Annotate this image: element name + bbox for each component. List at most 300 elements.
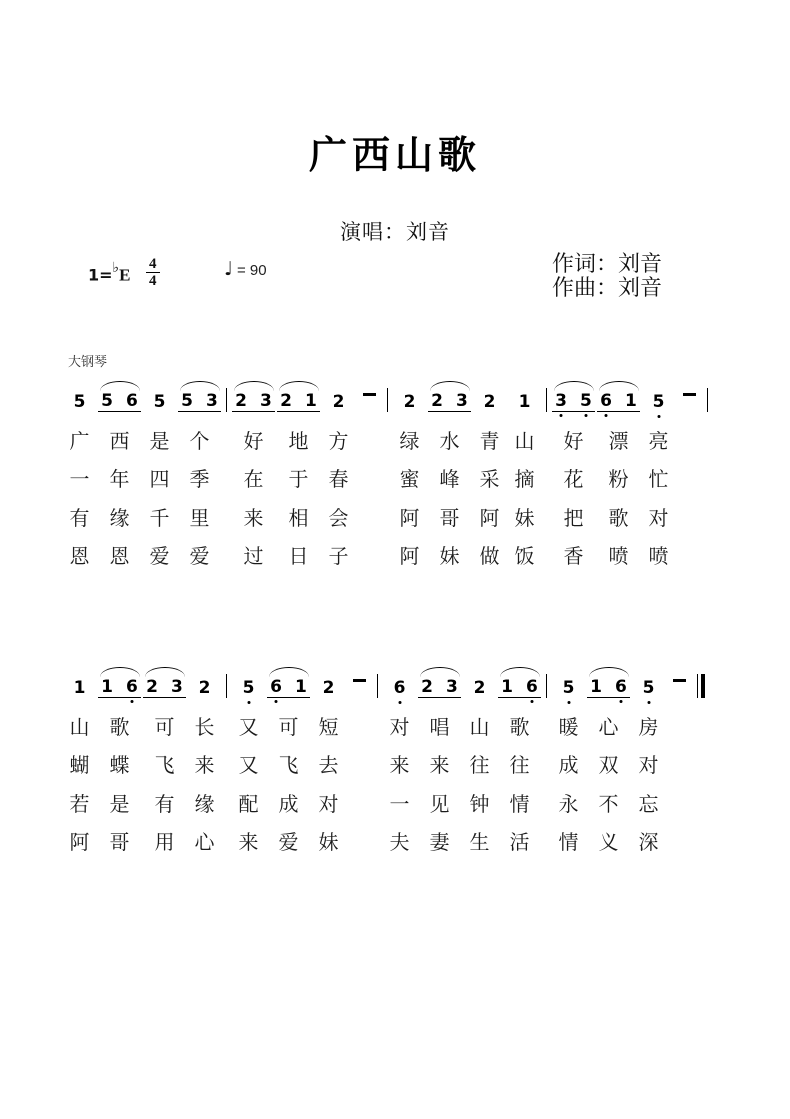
note-area <box>177 374 222 420</box>
lyric-syllable: 对 <box>389 716 410 739</box>
lyric-syllable: 里 <box>189 507 210 530</box>
lyric-syllable: 往 <box>469 755 490 778</box>
note-digit: 1 <box>295 677 307 697</box>
lyric-syllable: 缘 <box>194 793 215 816</box>
slur-arc-icon <box>500 667 540 677</box>
low-octave-dot-icon <box>560 414 563 417</box>
measure-barline <box>373 660 382 706</box>
note-digit: 1 <box>590 677 602 697</box>
note-digits <box>330 393 348 412</box>
note-area <box>427 374 472 420</box>
note-column <box>177 374 222 574</box>
sustain-dash-column <box>346 660 373 706</box>
lyric-syllable: 去 <box>318 755 339 778</box>
lyric-syllable: 有 <box>154 793 175 816</box>
performer-credit: 演唱：刘音 <box>340 220 450 244</box>
lyric-syllable: 香 <box>563 546 584 569</box>
note-digits <box>498 678 541 698</box>
barline-area <box>222 660 231 706</box>
note-digit: 6 <box>526 678 538 697</box>
lyric-syllable: 喷 <box>648 546 669 569</box>
note-column <box>427 374 472 574</box>
note-column <box>417 660 462 860</box>
lyricist-credit: 作词：刘音 <box>552 251 663 276</box>
note-digits <box>471 679 489 698</box>
lyric-syllable: 是 <box>149 430 170 453</box>
note-digits <box>391 679 409 698</box>
note-column <box>311 660 346 860</box>
dash-area <box>356 374 383 420</box>
barline-area <box>703 374 712 420</box>
barline-area <box>373 660 382 706</box>
slur-arc-icon <box>100 381 140 391</box>
lyric-syllable: 对 <box>648 507 669 530</box>
low-octave-dot-icon <box>647 701 650 704</box>
note-digit: 2 <box>146 677 158 697</box>
note-column <box>631 660 666 860</box>
lyric-syllable: 季 <box>189 469 210 492</box>
note-column <box>142 660 187 860</box>
note-area <box>596 374 641 420</box>
note-digit: 3 <box>206 391 218 411</box>
lyric-syllable: 山 <box>69 716 90 739</box>
note-area <box>187 660 222 706</box>
measure-barline <box>703 374 712 420</box>
lyric-syllable: 在 <box>243 469 264 492</box>
note-digit: 1 <box>501 677 513 697</box>
note-area <box>97 374 142 420</box>
note-area <box>551 660 586 706</box>
lyric-syllable: 见 <box>429 793 450 816</box>
lyric-syllable: 好 <box>563 430 584 453</box>
note-column <box>97 660 142 860</box>
slur-arc-icon <box>554 381 594 391</box>
composer-credit: 作曲：刘音 <box>552 275 663 300</box>
note-digit: 6 <box>600 392 612 411</box>
tempo-value: = 90 <box>236 262 267 279</box>
note-digit: 6 <box>615 678 627 697</box>
barline-area <box>222 374 231 420</box>
note-area <box>142 374 177 420</box>
dash-area <box>346 660 373 706</box>
credits-block <box>552 252 662 300</box>
note-digits <box>640 679 658 698</box>
lyric-syllable: 漂 <box>608 430 629 453</box>
note-digits <box>196 679 214 698</box>
lyric-syllable: 西 <box>109 430 130 453</box>
quarter-note-icon: ♩ <box>224 258 233 280</box>
slur-arc-icon <box>145 667 185 677</box>
low-octave-dot-icon <box>584 414 587 417</box>
note-column <box>142 374 177 574</box>
barline <box>546 388 548 412</box>
lyric-syllable: 永 <box>558 793 579 816</box>
lyric-syllable: 若 <box>69 793 90 816</box>
note-digit: 3 <box>260 391 272 411</box>
note-digits <box>320 679 338 698</box>
notation-system-2 <box>62 660 742 860</box>
note-area <box>631 660 666 706</box>
note-digit: 5 <box>181 391 193 411</box>
note-area <box>276 374 321 420</box>
lyric-syllable: 妹 <box>318 832 339 855</box>
lyric-syllable: 于 <box>288 469 309 492</box>
lyric-syllable: 来 <box>243 507 264 530</box>
slur-arc-icon <box>279 381 319 391</box>
note-area <box>142 660 187 706</box>
note-column <box>462 660 497 860</box>
final-bar-thick-line <box>701 674 706 698</box>
lyric-syllable: 蝶 <box>109 755 130 778</box>
note-column <box>507 374 542 574</box>
note-digits <box>552 392 595 412</box>
lyric-syllable: 对 <box>318 793 339 816</box>
note-digit: 2 <box>198 678 211 698</box>
note-column <box>231 374 276 574</box>
lyric-syllable: 成 <box>278 793 299 816</box>
lyric-syllable: 妹 <box>439 546 460 569</box>
note-digits <box>428 392 471 412</box>
note-area <box>266 660 311 706</box>
low-octave-dot-icon <box>619 700 622 703</box>
note-digit: 2 <box>421 677 433 697</box>
lyric-syllable: 一 <box>389 793 410 816</box>
lyric-syllable: 又 <box>238 755 259 778</box>
lyric-syllable: 来 <box>194 755 215 778</box>
note-digit: 2 <box>332 392 345 412</box>
note-area <box>586 660 631 706</box>
note-column <box>551 660 586 860</box>
note-digit: 6 <box>394 679 406 698</box>
note-digits <box>98 678 141 698</box>
lyric-syllable: 过 <box>243 546 264 569</box>
lyric-syllable: 用 <box>154 832 175 855</box>
note-column <box>62 660 97 860</box>
lyric-syllable: 妻 <box>429 832 450 855</box>
note-digit: 2 <box>322 678 335 698</box>
note-digit: 6 <box>270 678 282 697</box>
note-digit: 2 <box>483 392 496 412</box>
lyric-syllable: 花 <box>563 469 584 492</box>
barline <box>226 388 228 412</box>
lyric-syllable: 阿 <box>399 507 420 530</box>
note-digit: 2 <box>235 391 247 411</box>
final-barline <box>693 660 709 706</box>
note-digits <box>143 678 186 698</box>
lyric-syllable: 暖 <box>558 716 579 739</box>
note-column <box>187 660 222 860</box>
note-digit: 6 <box>126 678 138 697</box>
note-area <box>321 374 356 420</box>
lyric-syllable: 山 <box>514 430 535 453</box>
note-area <box>417 660 462 706</box>
note-digit: 3 <box>456 391 468 411</box>
note-area <box>382 660 417 706</box>
notation-system-1 <box>62 374 742 574</box>
lyric-syllable: 夫 <box>389 832 410 855</box>
sustain-dash-column <box>356 374 383 420</box>
measure-barline <box>542 374 551 420</box>
sustain-dash-column <box>676 374 703 420</box>
note-digit: 3 <box>446 677 458 697</box>
lyric-syllable: 饭 <box>514 546 535 569</box>
sustain-dash-icon <box>683 393 696 396</box>
score-title: 广西山歌 <box>308 135 481 177</box>
lyric-syllable: 成 <box>558 755 579 778</box>
note-digits <box>560 679 578 698</box>
lyric-syllable: 对 <box>638 755 659 778</box>
barline <box>387 388 389 412</box>
lyric-syllable: 哥 <box>109 832 130 855</box>
note-digit: 5 <box>153 392 166 412</box>
lyric-syllable: 飞 <box>278 755 299 778</box>
lyric-syllable: 来 <box>389 755 410 778</box>
note-column <box>472 374 507 574</box>
barline <box>546 674 548 698</box>
lyric-syllable: 往 <box>509 755 530 778</box>
measure-barline <box>222 660 231 706</box>
lyric-syllable: 心 <box>598 716 619 739</box>
lyric-syllable: 喷 <box>608 546 629 569</box>
note-digits <box>401 393 419 412</box>
note-digit: 5 <box>580 392 592 411</box>
note-column <box>497 660 542 860</box>
lyric-syllable: 活 <box>509 832 530 855</box>
lyric-syllable: 青 <box>479 430 500 453</box>
final-barline-area <box>693 660 709 706</box>
low-octave-dot-icon <box>657 415 660 418</box>
lyric-syllable: 做 <box>479 546 500 569</box>
lyric-syllable: 山 <box>469 716 490 739</box>
sustain-dash-column <box>666 660 693 706</box>
low-octave-dot-icon <box>605 414 608 417</box>
lyric-syllable: 可 <box>278 716 299 739</box>
lyric-syllable: 唱 <box>429 716 450 739</box>
barline <box>377 674 379 698</box>
note-digits <box>240 679 258 698</box>
lyric-syllable: 忘 <box>638 793 659 816</box>
measure-barline <box>383 374 392 420</box>
lyric-syllable: 采 <box>479 469 500 492</box>
measure-barline <box>222 374 231 420</box>
note-digit: 5 <box>653 393 665 412</box>
lyric-syllable: 缘 <box>109 507 130 530</box>
note-digits <box>151 393 169 412</box>
lyric-syllable: 不 <box>598 793 619 816</box>
lyric-syllable: 又 <box>238 716 259 739</box>
instrument-label: 大钢琴 <box>68 354 108 369</box>
note-digit: 5 <box>243 679 255 698</box>
time-signature-numerator: 4 <box>146 256 160 273</box>
measure-barline <box>542 660 551 706</box>
note-column <box>266 660 311 860</box>
lyric-syllable: 蝴 <box>69 755 90 778</box>
lyric-syllable: 恩 <box>69 546 90 569</box>
slur-arc-icon <box>234 381 274 391</box>
lyric-syllable: 亮 <box>648 430 669 453</box>
note-digit: 1 <box>101 677 113 697</box>
lyric-syllable: 义 <box>598 832 619 855</box>
lyric-syllable: 歌 <box>109 716 130 739</box>
note-area <box>497 660 542 706</box>
sustain-dash-icon <box>363 393 376 396</box>
note-digits <box>178 392 221 412</box>
lyric-syllable: 生 <box>469 832 490 855</box>
sustain-dash-icon <box>353 679 366 682</box>
key-note: E <box>119 265 131 285</box>
note-digits <box>98 392 141 412</box>
note-digit: 1 <box>518 392 531 412</box>
low-octave-dot-icon <box>247 701 250 704</box>
dash-area <box>676 374 703 420</box>
lyric-syllable: 有 <box>69 507 90 530</box>
note-digits <box>71 679 89 698</box>
lyric-syllable: 深 <box>638 832 659 855</box>
slur-arc-icon <box>269 667 309 677</box>
note-digit: 2 <box>403 392 416 412</box>
lyric-syllable: 春 <box>328 469 349 492</box>
note-digits <box>516 393 534 412</box>
lyric-syllable: 飞 <box>154 755 175 778</box>
lyric-syllable: 把 <box>563 507 584 530</box>
note-area <box>62 660 97 706</box>
lyric-syllable: 峰 <box>439 469 460 492</box>
note-digit: 3 <box>555 392 567 411</box>
low-octave-dot-icon <box>130 700 133 703</box>
note-digits <box>587 678 630 698</box>
lyric-syllable: 恩 <box>109 546 130 569</box>
lyric-syllable: 年 <box>109 469 130 492</box>
note-area <box>231 374 276 420</box>
note-column <box>596 374 641 574</box>
lyric-syllable: 摘 <box>514 469 535 492</box>
note-digits <box>418 678 461 698</box>
lyric-syllable: 四 <box>149 469 170 492</box>
note-column <box>641 374 676 574</box>
note-digits <box>650 393 668 412</box>
note-digit: 3 <box>171 677 183 697</box>
lyric-syllable: 心 <box>194 832 215 855</box>
note-column <box>551 374 596 574</box>
lyric-syllable: 妹 <box>514 507 535 530</box>
barline-area <box>542 660 551 706</box>
note-area <box>641 374 676 420</box>
low-octave-dot-icon <box>530 700 533 703</box>
note-area <box>472 374 507 420</box>
low-octave-dot-icon <box>275 700 278 703</box>
key-prefix: 1= <box>88 265 113 285</box>
note-digit: 5 <box>643 679 655 698</box>
low-octave-dot-icon <box>398 701 401 704</box>
lyric-syllable: 好 <box>243 430 264 453</box>
key-signature <box>88 262 131 286</box>
slur-arc-icon <box>589 667 629 677</box>
note-area <box>551 374 596 420</box>
note-digits <box>71 393 89 412</box>
lyric-syllable: 个 <box>189 430 210 453</box>
note-digit: 5 <box>73 392 86 412</box>
note-column <box>392 374 427 574</box>
note-area <box>507 374 542 420</box>
lyric-syllable: 忙 <box>648 469 669 492</box>
lyric-syllable: 双 <box>598 755 619 778</box>
note-column <box>276 374 321 574</box>
note-digit: 2 <box>473 678 486 698</box>
note-digit: 2 <box>280 391 292 411</box>
lyric-syllable: 爱 <box>189 546 210 569</box>
lyric-syllable: 房 <box>638 716 659 739</box>
barline <box>226 674 228 698</box>
note-digit: 5 <box>563 679 575 698</box>
note-area <box>311 660 346 706</box>
lyric-syllable: 绿 <box>399 430 420 453</box>
note-column <box>97 374 142 574</box>
lyric-syllable: 短 <box>318 716 339 739</box>
note-digits <box>481 393 499 412</box>
note-digit: 1 <box>625 391 637 411</box>
note-digit: 2 <box>431 391 443 411</box>
note-area <box>62 374 97 420</box>
note-column <box>586 660 631 860</box>
lyric-syllable: 粉 <box>608 469 629 492</box>
tempo-marking <box>224 258 267 280</box>
lyric-syllable: 歌 <box>509 716 530 739</box>
note-digits <box>267 678 310 698</box>
barline <box>707 388 709 412</box>
lyric-syllable: 哥 <box>439 507 460 530</box>
lyric-syllable: 方 <box>328 430 349 453</box>
note-digits <box>232 392 275 412</box>
lyric-syllable: 阿 <box>399 546 420 569</box>
lyric-syllable: 地 <box>288 430 309 453</box>
note-area <box>97 660 142 706</box>
dash-area <box>666 660 693 706</box>
lyric-syllable: 情 <box>558 832 579 855</box>
lyric-syllable: 千 <box>149 507 170 530</box>
note-digit: 1 <box>305 391 317 411</box>
note-digit: 5 <box>101 391 113 411</box>
lyric-syllable: 来 <box>238 832 259 855</box>
time-signature-denominator: 4 <box>149 273 157 289</box>
lyric-syllable: 广 <box>69 430 90 453</box>
lyric-syllable: 钟 <box>469 793 490 816</box>
slur-arc-icon <box>599 381 639 391</box>
note-digit: 6 <box>126 391 138 411</box>
lyric-syllable: 爱 <box>278 832 299 855</box>
note-area <box>392 374 427 420</box>
note-area <box>462 660 497 706</box>
barline-area <box>383 374 392 420</box>
lyric-syllable: 配 <box>238 793 259 816</box>
lyric-syllable: 长 <box>194 716 215 739</box>
lyric-syllable: 爱 <box>149 546 170 569</box>
lyric-syllable: 一 <box>69 469 90 492</box>
lyric-syllable: 蜜 <box>399 469 420 492</box>
sustain-dash-icon <box>673 679 686 682</box>
barline-area <box>542 374 551 420</box>
lyric-syllable: 歌 <box>608 507 629 530</box>
lyric-syllable: 会 <box>328 507 349 530</box>
lyric-syllable: 子 <box>328 546 349 569</box>
slur-arc-icon <box>100 667 140 677</box>
lyric-syllable: 可 <box>154 716 175 739</box>
note-column <box>382 660 417 860</box>
lyric-syllable: 来 <box>429 755 450 778</box>
slur-arc-icon <box>180 381 220 391</box>
slur-arc-icon <box>420 667 460 677</box>
lyric-syllable: 阿 <box>69 832 90 855</box>
lyric-syllable: 阿 <box>479 507 500 530</box>
